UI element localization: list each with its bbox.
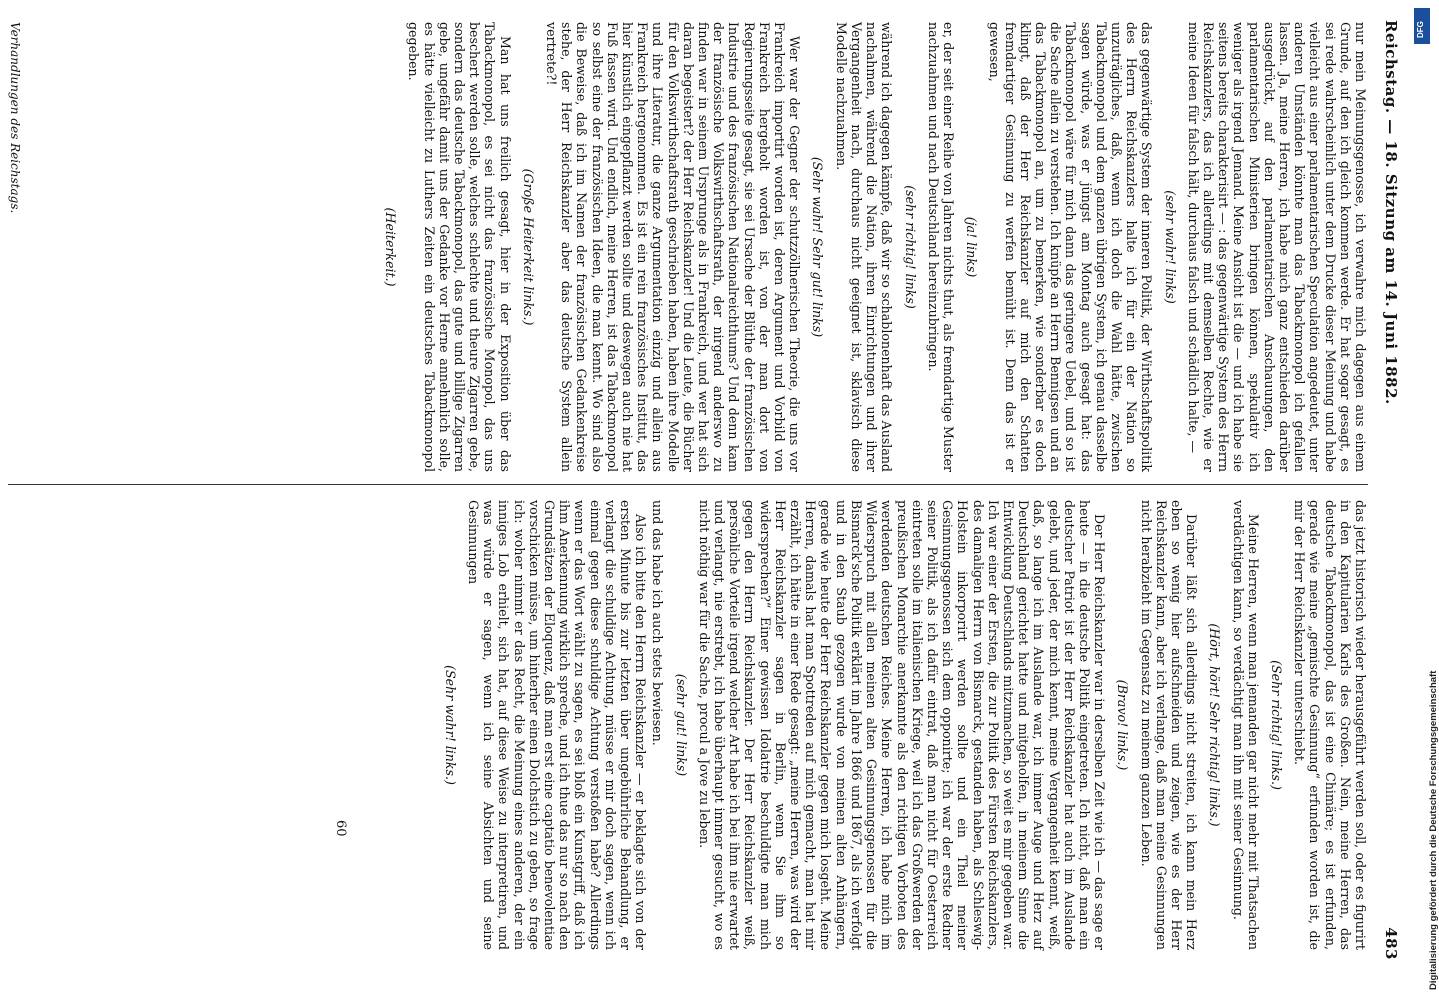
paragraph: Also ich bitte den Herrn Reichskanzler — er beklagte sich von der ersten Minute bis zur letzten über ungebührliche Behandlung, er verlangt die schuldige Achtung, müsse er mir doch sagen, wenn ich einmal gegen diese schuldige Achtung verstoßen habe? Allerdings wenn er das Wort wählt zu sagen, es sei bloß ein Kunstgriff, daß ich ihm Anerkennung wirklich spreche, und ich thue das nur so nach den Grundsätzen der Eloquenz, daß man erst eine captatio benevolentiae vorschicken müsse, um hinterher einen Dolchstich zu geben, so frage ich: woher nimmt er das Recht, die Meinung eines anderen, der ein inniges Lob erhielt, sich hat, auf diese Weise zu interpretiren, und was würde er sagen, wenn ich seine Absichten und seine Gesinnungen (466, 500, 649, 950)
interjection: (Sehr richtig! links.) (1268, 660, 1284, 790)
interjection: (sehr gut! links) (673, 673, 689, 777)
dfg-credit-text: Digitalisierung gefördert durch die Deutsche Forschungsgemeinschaft (1428, 670, 1439, 990)
paragraph: das jetzt historisch wieder herausgeführt werden soll, oder es figurirt in den Kapitularien Karls des Großen. Nein, meine Herren, das deutsche Tabackmonopol, das ist eine Chimäre; es ist erfunden, gerade wie meine „gemischte Gesinnung“ erfunden worden ist, die mir der Herr Reichskanzler unterschiebt. (1292, 500, 1368, 950)
paragraph: nur mein Meinungsgenosse, ich verwahre mich dagegen aus einem Grunde, auf den ich gleich kommen werde. Er hat sogar gesagt, es sei rede wahrscheinlich unter dem Drucke dieser Meinung und habe vielleicht aus einer parlamentarischen Speculation angedeutet, unter anderen Umständen könnte man das Tabackmonopol ich gefallen lassen. Ja, meine Herren, ich habe mich ganz entschieden darüber ausgedrückt, auf den parlamentarischen Anschauungen, den parlamentarischen Ministerien bringen können, spekulativ ich weniger als irgend Jemand. Meine Ansicht ist die — und ich habe sie seitens bereits charakterisirt — : das gegenwärtige System des Herrn Reichskanzlers, das ich allerdings mit demselben Rechte, wie er meine Ideen für falsch hält, durchaus falsch und schädlich halte, — (1185, 22, 1368, 472)
interjection: (Sehr wahr! links.) (442, 665, 458, 785)
interjection: (sehr wahr! links) (1162, 190, 1178, 304)
footer-note: Verhandlungen des Reichstags. (8, 22, 22, 214)
rotated-page (8, 0, 1408, 1000)
interjection: (Sehr wahr! Sehr gut! links) (810, 156, 826, 338)
interjection: (Heiterkeit.) (383, 207, 399, 287)
running-head (1376, 0, 1400, 1000)
interjection: (sehr richtig! links) (902, 185, 918, 309)
right-column (435, 500, 1368, 950)
paragraph: Der Herr Reichskanzler war in derselben Zeit wie ich — das sage er heute — in die deutsche Politik eingetreten. Ich nicht, daß man ein deutscher Patriot ist der Herr Reichskanzler hat auch im Auslande gelebt, und jeder, der mich kennt, meine Vergangenheit kennt, weiß, daß, so lange ich im Auslande war, ich immer Auge und Herz auf Deutschland gerichtet hatte und mitgeholfen, in meinem Sinne die Entwicklung Deutschlands mitzumachen, so weit es mir gegeben war. Ich war einer der Ersten, die zur Politik des Fürsten Reichskanzlers, des damaligen Herrn von Bismarck, gestanden haben, als Schleswig-Holstein inkorporirt werden sollte und ein Theil meiner Gesinnungsgenossen sich dem opponirte; ich war der erste Redner seiner Politik, als ich dafür eintrat, daß man nicht für Oesterreich eintreten solle im italienischen Kriege, weil ich das Großwerden der preußischen Monarchie anerkannte als den richtigen Vorboten des werdenden deutschen Reiches. Meine Herren, ich habe mich im Widerspruch mit allen meinen alten Gesinnungsgenossen für die Bismarck'sche Politik erklärt im Jahre 1866 und 1867, als ich verfolgt und in den Staub gezogen wurde von meinen alten Anhängern, gerade wie heute der Herr Reichskanzler gegen mich losgeht. Meine Herren, damals hat man Spottreden auf mich gemacht, man hat mir erzählt, ich hätte in einer Rede gesagt: „meine Herren, was wird der Herr Reichskanzler sagen in Berlin, wenn Sie ihm so widersprechen?“ Einer gewissen Idolatrie beschuldigte man mich gegen den Herrn Reichskanzler. Der Herr Reichskanzler weiß, persönliche Vorteile irgend welcher Art habe ich bei ihm nie erwartet und verlangt, nie erstrebt, ich habe überhaupt immer gesucht, wo es nicht nöthig war für die Sache, procul a Jove zu leben. (696, 500, 1108, 950)
paragraph: er, der seit einer Reihe von Jahren nichts thut, als fremdartige Muster nachzuahmen und nach Deutschland hereinzubringen. (925, 22, 956, 472)
dfg-logo (1414, 8, 1430, 44)
interjection: (Große Heiterkeit links.) (520, 168, 536, 326)
header-title: Reichstag. — 18. Sitzung am 14. Juni 1882. (1382, 20, 1400, 405)
paragraph: Darüber läßt sich allerdings nicht streiten, ich kann mein Herz eben so wenig hier aufschneiden und zeigen, wie es der Herr Reichskanzler kann, aber ich verlange, daß man meine Gesinnungen nicht herabzieht im Gegensatz zu meinem ganzen Leben. (1138, 500, 1200, 950)
page-number: 483 (1382, 927, 1400, 960)
paragraph: und das habe ich auch stets bewiesen. (650, 500, 666, 746)
paragraph: das gegenwärtige System der inneren Politik, der Wirthschaftspolitik des Herrn Reichskanzlers halte ich für ein der Nation so unzuträgliches, daß, wenn ich doch die Wahl hätte, zwischen Tabackmonopol und dem ganzen übrigen System, ich genau dasselbe sagen würde, was er jüngst am Montag auch gesagt hat: das Tabackmonopol wäre für mich dann das geringere Uebel, und so ist die Sache allein zu verstehen. Ich knüpfe an Herrn Bennigsen und an das Tabackmonopol an, um zu bemerken, wie sonderbar es doch klingt, daß der Herr Reichskanzler auf mich den Schatten fremdartiger Gesinnung zu werfen bemüht ist. Denn das ist er gewesen, (987, 22, 1155, 472)
interjection: (ja! links) (964, 216, 980, 278)
paragraph: Meine Herren, wenn man jemanden gar nicht mehr mit Thatsachen verdächtigen kann, so verdächtigt man ihn mit seiner Gesinnung. (1230, 500, 1261, 950)
interjection: (Hört, hört! Sehr richtig! links.) (1207, 623, 1223, 827)
interjection: (Bravo! links.) (1115, 679, 1131, 771)
left-column (375, 22, 1368, 472)
paragraph: Man hat uns freilich gesagt, hier in der Exposition über das Tabackmonopol, es sei nicht das französische Monopol, das uns beschert werden solle, welches schlechte und theure Zigarren gebe, sondern das deutsche Tabackmonopol, das gute und billige Zigarren gebe, ungefähr damit uns der Gedanke vor Herne annehmlich solle, es hätte vielleicht zu Luthers Zeiten ein deutsches Tabackmonopol gegeben. (406, 22, 513, 472)
signature-mark: 60 (333, 820, 348, 837)
dfg-logo-text: DFG (1416, 21, 1425, 38)
column-divider (8, 484, 1368, 485)
paragraph: Wer war der Gegner der schutzzöllnerischen Theorie, die uns vor Frankreich importirt worden ist, deren Argument und Vorbild von Frankreich hergeholt worden ist, von der man dort von Regierungsseite gesagt, sie sei Ursache der Blüthe der französischen Industrie und des französischen Nationalreichthums? Und denn kam der französische Volkswirthschaftsrath, der nirgend anderswo zu finden war in seinem Ursprunge als in Frankreich, und wer hat sich daran begeistert? der Herr Reichskanzler! Und die Leute, die Bücher für den Volkswirthschaftsrath geschrieben haben, haben ihre Modelle und ihre Literatur, die ganze Argumentation einzig und allein aus Frankreich hergenommen. Es ist ein rein französisches Institut, das hier künstlich eingepflanzt werden sollte und deswegen auch nie hat Fuß fassen wird. Und endlich, meine Herren, ist das Tabackmonopol so selbst eine der französischen Ideen, die man kennt. Wo sind also die Beweise, daß ich im Namen der französischen Gedankenkreise stehe, der Herr Reichskanzler aber das deutsche System allein vertrete?! (544, 22, 803, 472)
dfg-credit-strip (1412, 0, 1439, 1000)
paragraph: während ich dagegen kämpfe, daß wir so schablonenhaft das Ausland nachahmen, während die Nation, ihren Einrichtungen und ihrer Vergangenheit nach, durchaus nicht geeignet ist, sklavisch diese Modelle nachzuahmen. (833, 22, 895, 472)
